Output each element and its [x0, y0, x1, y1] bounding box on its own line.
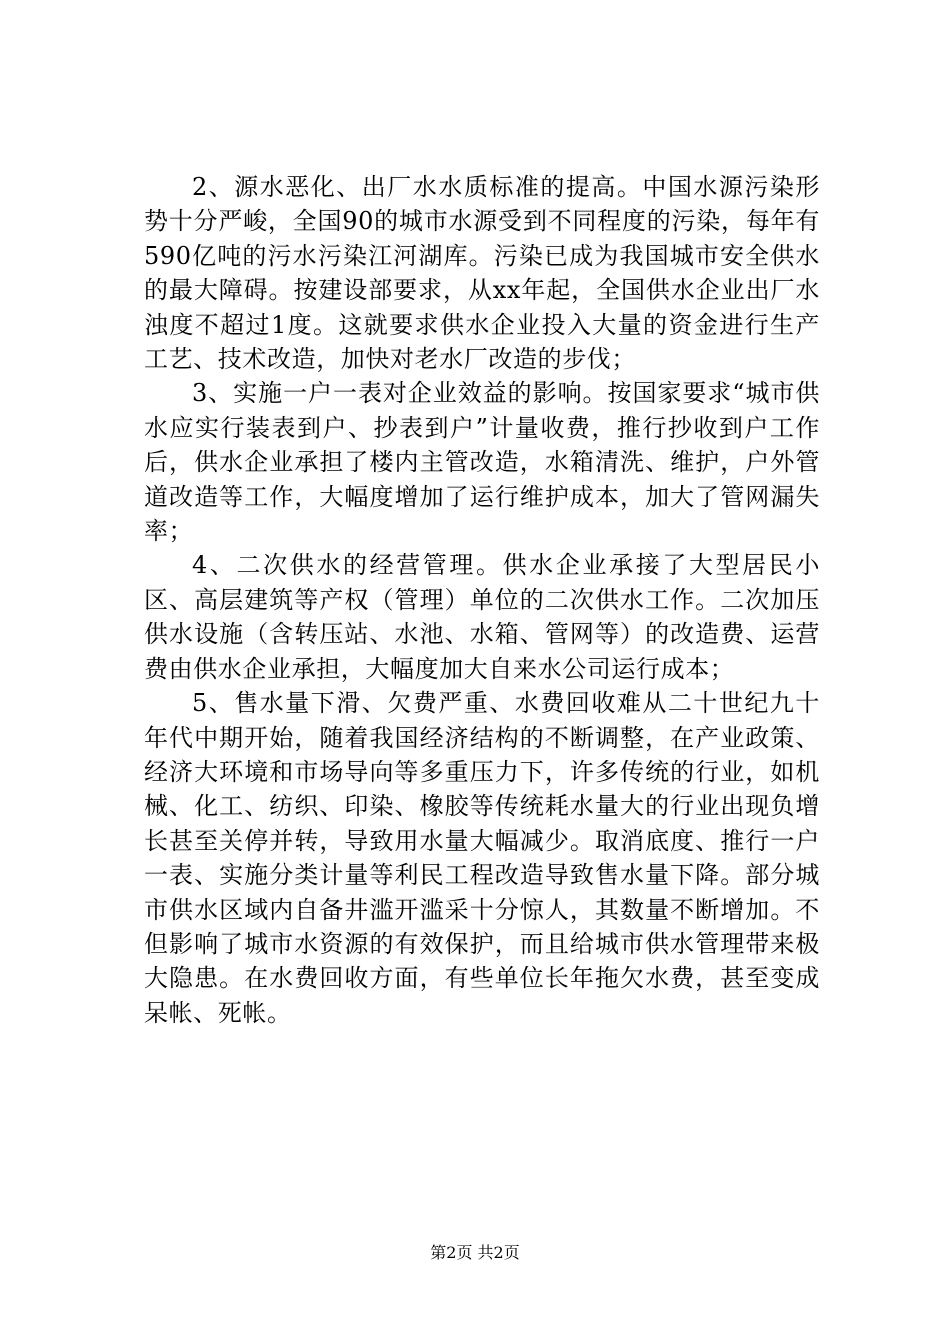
page-number-footer: 第2页 共2页	[430, 1243, 520, 1262]
paragraph-item-2: 2、源水恶化、出厂水水质标准的提高。中国水源污染形势十分严峻，全国90的城市水源受到不同程度的污染，每年有590亿吨的污水污染江河湖库。污染已成为我国城市安全供水的最大障碍。按建设部要求，从xx年起，全国供水企业出厂水浊度不超过1度。这就要求供水企业投入大量的资金进行生产工艺、技术改造，加快对老水厂改造的步伐；	[144, 173, 820, 374]
paragraph-item-4: 4、二次供水的经营管理。供水企业承接了大型居民小区、高层建筑等产权（管理）单位的二次供水工作。二次加压供水设施（含转压站、水池、水箱、管网等）的改造费、运营费由供水企业承担，大幅度加大自来水公司运行成本；	[144, 551, 820, 683]
paragraph-item-5: 5、售水量下滑、欠费严重、水费回收难从二十世纪九十年代中期开始，随着我国经济结构的不断调整，在产业政策、经济大环境和市场导向等多重压力下，许多传统的行业，如机械、化工、纺织、印染、橡胶等传统耗水量大的行业出现负增长甚至关停并转，导致用水量大幅减少。取消底度、推行一户一表、实施分类计量等利民工程改造导致售水量下降。部分城市供水区域内自备井滥开滥采十分惊人，其数量不断增加。不但影响了城市水资源的有效保护，而且给城市供水管理带来极大隐患。在水费回收方面，有些单位长年拖欠水费，甚至变成呆帐、死帐。	[144, 689, 820, 1027]
paragraph-item-3: 3、实施一户一表对企业效益的影响。按国家要求“城市供水应实行装表到户、抄表到户”计量收费，推行抄收到户工作后，供水企业承担了楼内主管改造，水箱清洗、维护，户外管道改造等工作，大幅度增加了运行维护成本，加大了管网漏失率；	[144, 379, 820, 546]
document-body	[144, 170, 820, 1030]
